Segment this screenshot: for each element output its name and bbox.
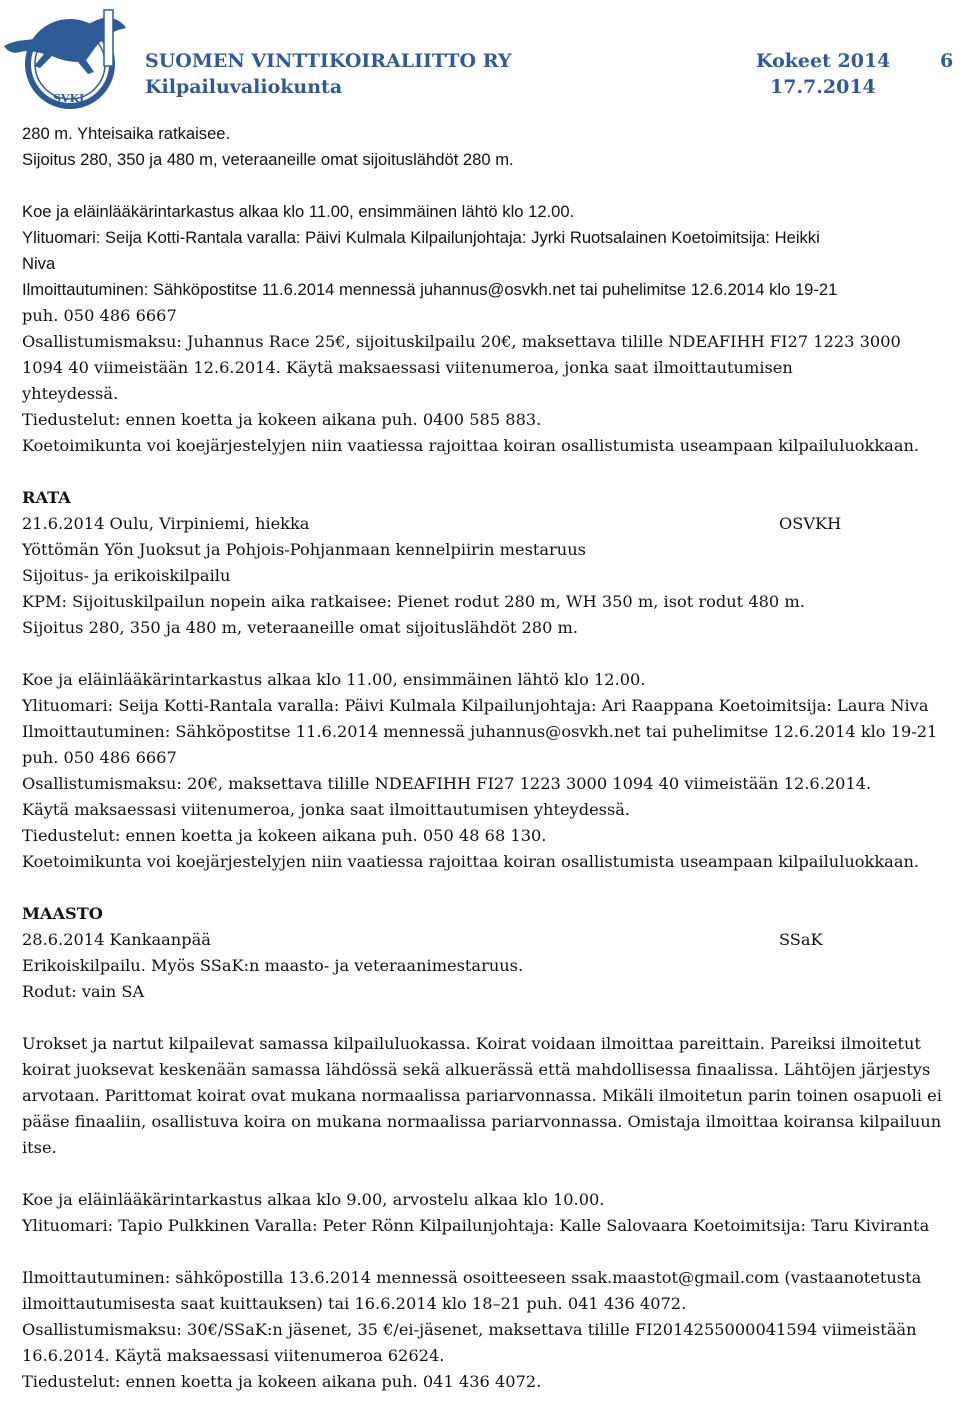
event-organizer: SSaK: [779, 930, 823, 949]
org-name: SUOMEN VINTTIKOIRALIITTO RY: [145, 50, 512, 72]
text-line: Sijoitus- ja erikoiskilpailu: [22, 566, 231, 585]
text-line: Tiedustelut: ennen koetta ja kokeen aikana puh. 050 48 68 130.: [22, 826, 547, 845]
text-line: 16.6.2014. Käytä maksaessasi viitenumeroa 62624.: [22, 1346, 445, 1365]
text-line: 1094 40 viimeistään 12.6.2014. Käytä maksaessasi viitenumeroa, jonka saat ilmoittautumisen: [22, 358, 793, 377]
text-line: Ylituomari: Seija Kotti-Rantala varalla: Päivi Kulmala Kilpailunjohtaja: Ari Raappana Koetoimitsija: Laura Niva: [22, 696, 929, 715]
text-line: 280 m. Yhteisaika ratkaisee.: [22, 124, 231, 143]
logo-text: SVKL: [53, 92, 87, 105]
text-line: Koetoimikunta voi koejärjestelyjen niin vaatiessa rajoittaa koiran osallistumista useampaan kilpailuluokkaan.: [22, 436, 920, 455]
text-line: Käytä maksaessasi viitenumeroa, jonka saat ilmoittautumisen yhteydessä.: [22, 800, 631, 819]
rules-paragraph: Urokset ja nartut kilpailevat samassa kilpailuluokassa. Koirat voidaan ilmoittaa pareittain. Pareiksi ilmoitetut koirat juoksevat keskenään samassa lähdössä sekä alkuerässä että mahdollisessa finaalissa. Lähtöjen järjestys arvotaan. Parittomat koirat ovat mukana normaalissa pariarvonnassa. Mikäli ilmoitetun parin toinen osapuoli ei pääse finaaliin, osallistuva koira on mukana normaalissa pariarvonnassa. Omistaja ilmoittaa koiransa kilpailuun itse.: [22, 1034, 942, 1157]
text-line: KPM: Sijoituskilpailun nopein aika ratkaisee: Pienet rodut 280 m, WH 350 m, isot rodut 480 m.: [22, 592, 805, 611]
text-line: Niva: [22, 254, 56, 273]
document-date: 17.7.2014: [770, 76, 876, 98]
text-line: Ylituomari: Tapio Pulkkinen Varalla: Peter Rönn Kilpailunjohtaja: Kalle Salovaara Koetoimitsija: Taru Kiviranta: [22, 1216, 930, 1235]
section-heading-rata: RATA: [22, 488, 71, 507]
text-line: Osallistumismaksu: 30€/SSaK:n jäsenet, 35 €/ei-jäsenet, maksettava tilille FI2014255000041594 viimeistään: [22, 1320, 917, 1339]
committee-name: Kilpailuvaliokunta: [145, 76, 343, 98]
section-heading-maasto: MAASTO: [22, 904, 103, 923]
text-line: Sijoitus 280, 350 ja 480 m, veteraaneille omat sijoituslähdöt 280 m.: [22, 150, 514, 169]
text-line: Osallistumismaksu: 20€, maksettava tilille NDEAFIHH FI27 1223 3000 1094 40 viimeistään 12.6.2014.: [22, 774, 872, 793]
text-line: Koe ja eläinlääkärintarkastus alkaa klo 9.00, arvostelu alkaa klo 10.00.: [22, 1190, 605, 1209]
text-line: puh. 050 486 6667: [22, 748, 177, 767]
page-number: 6: [940, 50, 954, 72]
event-row: [22, 511, 952, 537]
text-line: Ilmoittautuminen: Sähköpostitse 11.6.2014 mennessä juhannus@osvkh.net tai puhelimitse 12.6.2014 klo 19-21: [22, 280, 838, 299]
text-line: Erikoiskilpailu. Myös SSaK:n maasto- ja veteraanimestaruus.: [22, 956, 524, 975]
text-line: Tiedustelut: ennen koetta ja kokeen aikana puh. 0400 585 883.: [22, 410, 542, 429]
text-line: ilmoittautumisesta saat kuittauksen) tai 16.6.2014 klo 18–21 puh. 041 436 4072.: [22, 1294, 687, 1313]
text-line: Koe ja eläinlääkärintarkastus alkaa klo 11.00, ensimmäinen lähtö klo 12.00.: [22, 202, 575, 221]
text-line: Koe ja eläinlääkärintarkastus alkaa klo 11.00, ensimmäinen lähtö klo 12.00.: [22, 670, 646, 689]
text-line: puh. 050 486 6667: [22, 306, 177, 325]
text-line: Rodut: vain SA: [22, 982, 145, 1001]
event-title: Kokeet 2014: [756, 50, 891, 72]
event-row: [22, 927, 952, 953]
svkl-greyhound-logo-icon: [0, 2, 140, 112]
text-line: Koetoimikunta voi koejärjestelyjen niin vaatiessa rajoittaa koiran osallistumista useampaan kilpailuluokkaan.: [22, 852, 920, 871]
text-line: yhteydessä.: [22, 384, 119, 403]
event-organizer: OSVKH: [779, 514, 842, 533]
event-date-place: 28.6.2014 Kankaanpää: [22, 930, 211, 949]
text-line: Osallistumismaksu: Juhannus Race 25€, sijoituskilpailu 20€, maksettava tilille NDEAFIHH FI27 1223 3000: [22, 332, 901, 351]
text-line: Ilmoittautuminen: sähköpostilla 13.6.2014 mennessä osoitteeseen ssak.maastot@gmail.com (vastaanotetusta: [22, 1268, 922, 1287]
text-line: Ylituomari: Seija Kotti-Rantala varalla: Päivi Kulmala Kilpailunjohtaja: Jyrki Ruotsalainen Koetoimitsija: Heikki: [22, 228, 820, 247]
text-line: Sijoitus 280, 350 ja 480 m, veteraaneille omat sijoituslähdöt 280 m.: [22, 618, 579, 637]
text-line: Ilmoittautuminen: Sähköpostitse 11.6.2014 mennessä juhannus@osvkh.net tai puhelimitse 12.6.2014 klo 19-21: [22, 722, 938, 741]
document-body: [22, 121, 952, 1395]
text-line: Tiedustelut: ennen koetta ja kokeen aikana puh. 041 436 4072.: [22, 1372, 542, 1391]
event-date-place: 21.6.2014 Oulu, Virpiniemi, hiekka: [22, 514, 310, 533]
text-line: Yöttömän Yön Juoksut ja Pohjois-Pohjanmaan kennelpiirin mestaruus: [22, 540, 586, 559]
